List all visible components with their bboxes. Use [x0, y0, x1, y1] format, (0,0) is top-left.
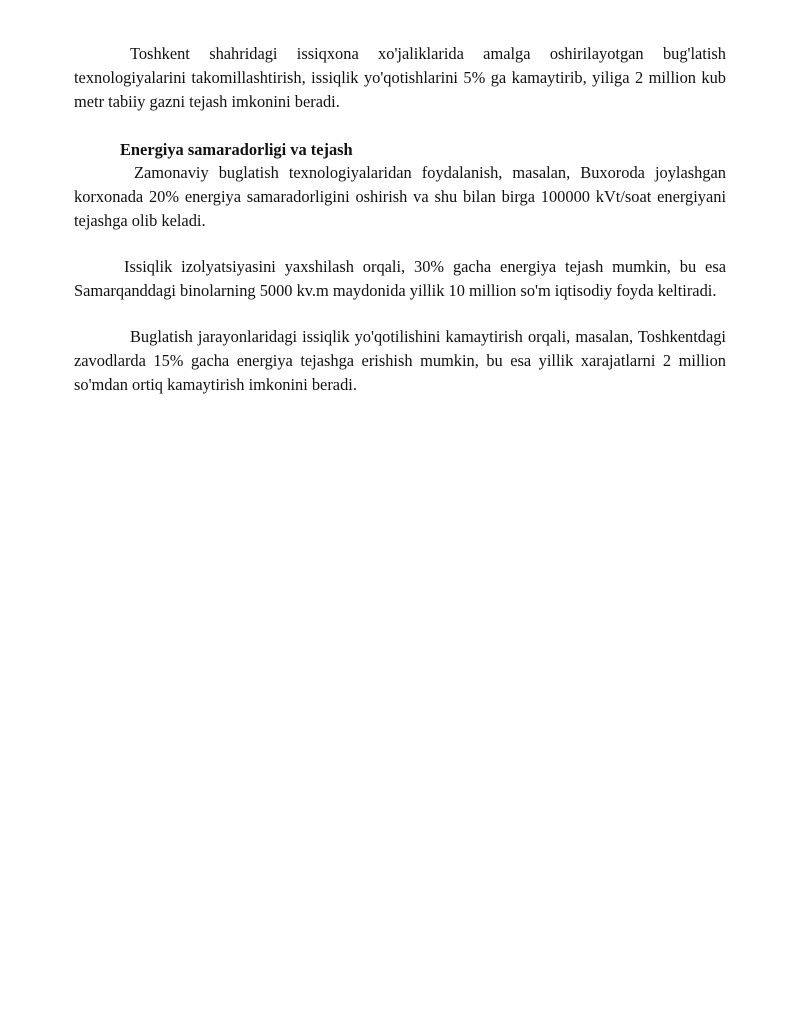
- section-heading-energy-efficiency: Energiya samaradorligi va tejash: [120, 140, 353, 159]
- paragraph-thermal-insulation: Issiqlik izolyatsiyasini yaxshilash orqali, 30% gacha energiya tejash mumkin, bu esa Samarqanddagi binolarning 5000 kv.m maydonida yillik 10 million so'm iqtisodiy foyda keltiradi.: [74, 257, 726, 300]
- paragraph-greenhouse-evaporation: Toshkent shahridagi issiqxona xo'jaliklarida amalga oshirilayotgan bug'latish texnologiyalarini takomillashtirish, issiqlik yo'qotishlarini 5% ga kamaytirib, yiliga 2 million kub metr tabiiy gazni tejash imkonini beradi.: [74, 44, 726, 111]
- paragraph-heat-loss-reduction: Buglatish jarayonlaridagi issiqlik yo'qotilishini kamaytirish orqali, masalan, Toshkentdagi zavodlarda 15% gacha energiya tejashga erishish mumkin, bu esa yillik xarajatlarni 2 million so'mdan ortiq kamaytirish imkonini beradi.: [74, 327, 726, 394]
- document-page: [74, 42, 726, 397]
- paragraph-bukhara-efficiency: Zamonaviy buglatish texnologiyalaridan foydalanish, masalan, Buxoroda joylashgan korxonada 20% energiya samaradorligini oshirish va shu bilan birga 100000 kVt/soat energiyani tejashga olib keladi.: [74, 163, 726, 230]
